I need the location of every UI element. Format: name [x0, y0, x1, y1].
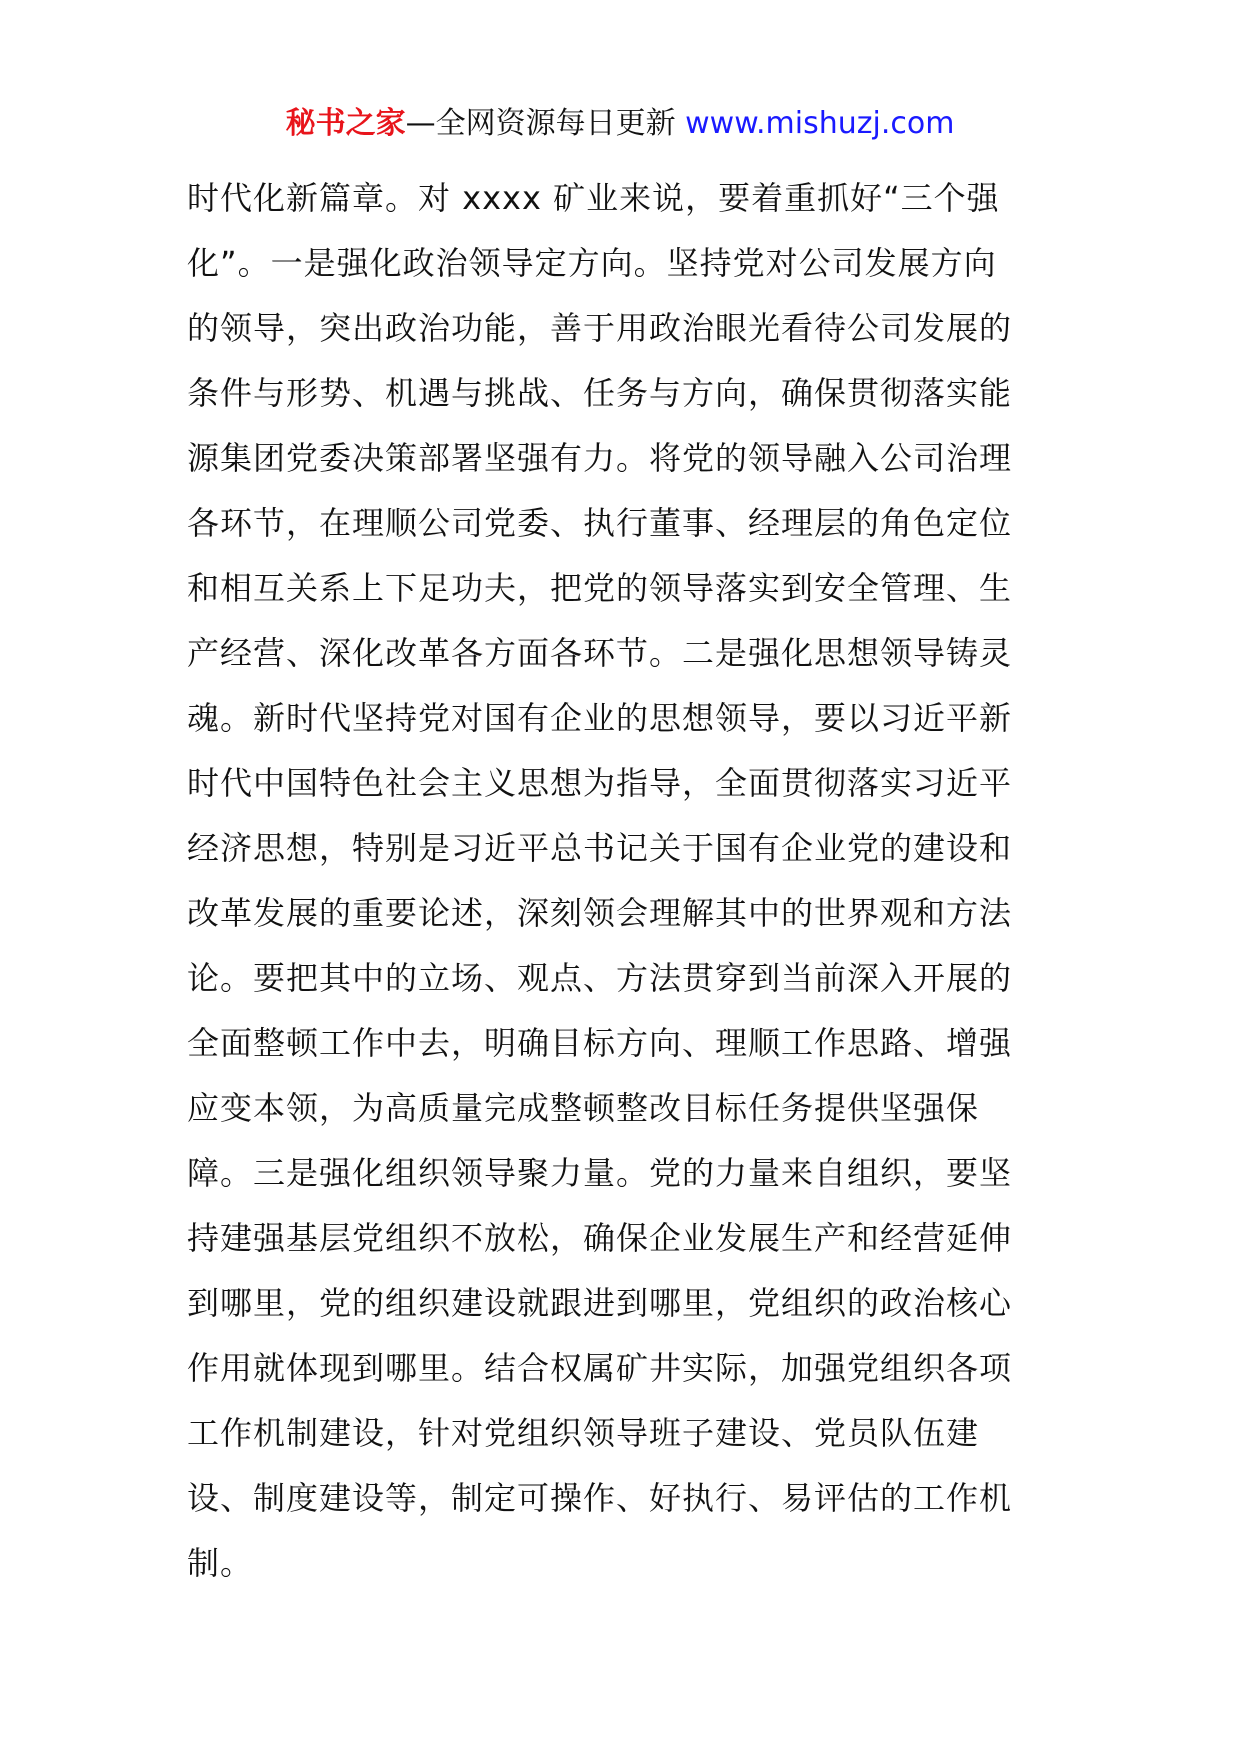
- text-line: 条件与形势、机遇与挑战、任务与方向，确保贯彻落实能: [187, 374, 1013, 412]
- text-line: 源集团党委决策部署坚强有力。将党的领导融入公司治理: [187, 439, 1013, 477]
- text-line: 时代中国特色社会主义思想为指导，全面贯彻落实习近平: [187, 764, 1013, 802]
- text-line: 制。: [187, 1544, 254, 1582]
- text-line: 作用就体现到哪里。结合权属矿井实际，加强党组织各项: [187, 1349, 1013, 1387]
- text-line: 各环节，在理顺公司党委、执行董事、经理层的角色定位: [187, 504, 1013, 542]
- text-line: 全面整顿工作中去，明确目标方向、理顺工作思路、增强: [187, 1024, 1013, 1062]
- header-url-link[interactable]: www.mishuzj.com: [685, 106, 955, 141]
- header-tagline: —全网资源每日更新: [405, 106, 686, 141]
- body-paragraph: [187, 166, 1057, 1596]
- header-brand: 秘书之家: [285, 106, 406, 141]
- page-header: [0, 104, 1240, 144]
- text-line: 论。要把其中的立场、观点、方法贯穿到当前深入开展的: [187, 959, 1013, 997]
- text-line: 产经营、深化改革各方面各环节。二是强化思想领导铸灵: [187, 634, 1013, 672]
- text-line: 时代化新篇章。对 xxxx 矿业来说，要着重抓好“三个强: [187, 179, 1000, 217]
- text-line: 改革发展的重要论述，深刻领会理解其中的世界观和方法: [187, 894, 1013, 932]
- text-line: 障。三是强化组织领导聚力量。党的力量来自组织，要坚: [187, 1154, 1013, 1192]
- text-line: 和相互关系上下足功夫，把党的领导落实到安全管理、生: [187, 569, 1013, 607]
- text-line: 持建强基层党组织不放松，确保企业发展生产和经营延伸: [187, 1219, 1013, 1257]
- text-line: 经济思想，特别是习近平总书记关于国有企业党的建设和: [187, 829, 1013, 867]
- text-line: 的领导，突出政治功能，善于用政治眼光看待公司发展的: [187, 309, 1013, 347]
- text-line: 到哪里，党的组织建设就跟进到哪里，党组织的政治核心: [187, 1284, 1013, 1322]
- text-line: 工作机制建设，针对党组织领导班子建设、党员队伍建: [187, 1414, 980, 1452]
- text-line: 化”。一是强化政治领导定方向。坚持党对公司发展方向: [187, 244, 997, 282]
- text-line: 魂。新时代坚持党对国有企业的思想领导，要以习近平新: [187, 699, 1013, 737]
- text-line: 应变本领，为高质量完成整顿整改目标任务提供坚强保: [187, 1089, 980, 1127]
- text-line: 设、制度建设等，制定可操作、好执行、易评估的工作机: [187, 1479, 1013, 1517]
